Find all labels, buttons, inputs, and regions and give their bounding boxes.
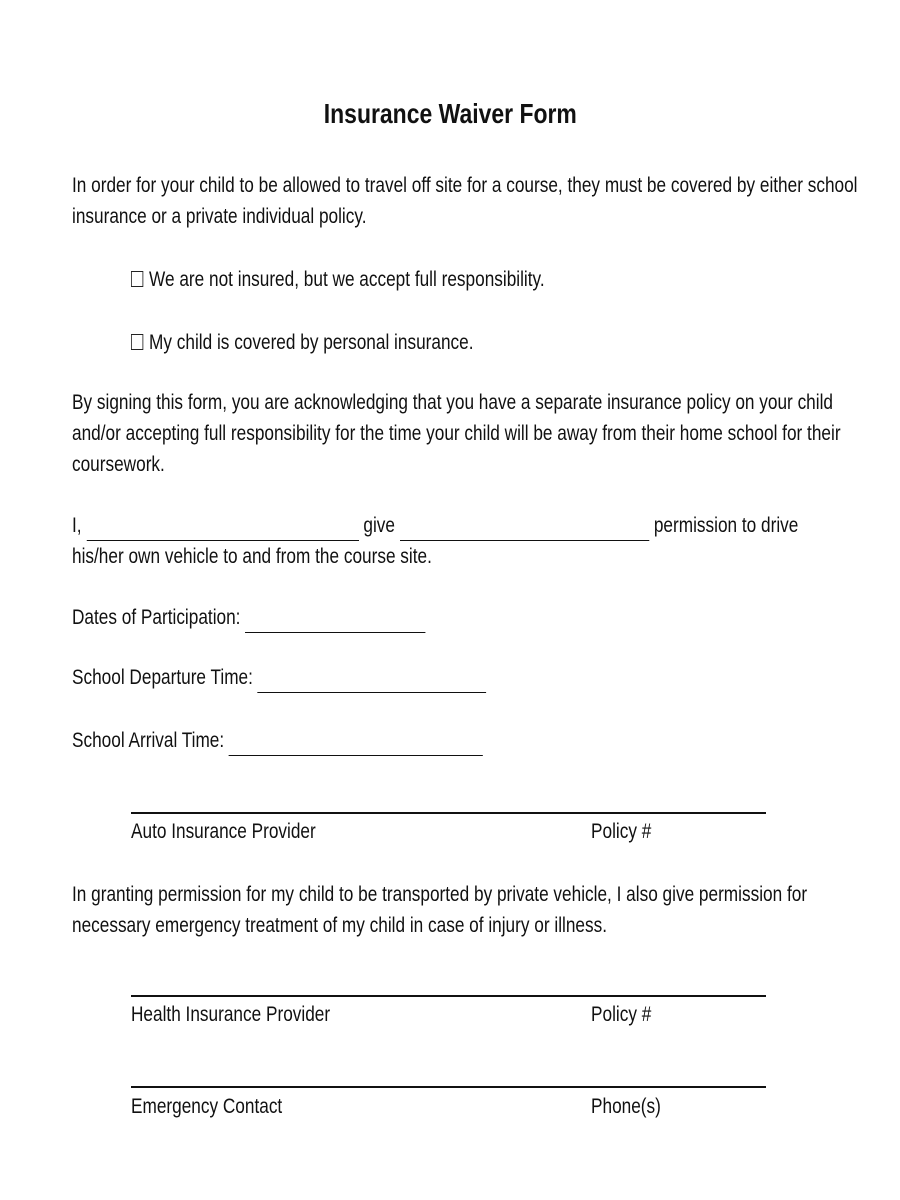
acknowledge-line-3: coursework. [72,453,165,476]
school-arrival-time-field[interactable] [229,735,483,756]
permission-line-2: his/her own vehicle to and from the course site. [72,545,432,568]
health-insurance-signature-line[interactable] [131,995,766,997]
checkbox-not-insured[interactable] [131,271,143,287]
acknowledge-line-2: and/or accepting full responsibility for the time your child will be away from their home school for their [72,422,841,445]
parent-name-field[interactable] [86,520,358,541]
dates-of-participation-row: Dates of Participation: [72,602,503,633]
auto-insurance-signature-line[interactable] [131,812,766,814]
intro-line-2: insurance or a private individual policy. [72,205,367,228]
acknowledge-line-1: By signing this form, you are acknowledging that you have a separate insurance policy on your child [72,391,833,414]
permission-line-1: I, give permission to drive [72,510,900,541]
emergency-text-line-2: necessary emergency treatment of my child in case of injury or illness. [72,914,607,937]
emergency-contact-signature-line[interactable] [131,1086,766,1088]
emergency-contact-label: Emergency Contact [131,1095,283,1118]
auto-policy-label: Policy # [591,820,652,843]
emergency-text-line-1: In granting permission for my child to be transported by private vehicle, I also give permission for [72,883,808,906]
dates-of-participation-field[interactable] [245,612,425,633]
school-departure-time-field[interactable] [258,672,487,693]
checkbox-personal-insurance[interactable] [131,334,143,350]
school-arrival-time-row: School Arrival Time: [72,725,573,756]
intro-line-1: In order for your child to be allowed to travel off site for a course, they must be covered by either school [72,174,858,197]
phone-label: Phone(s) [591,1095,661,1118]
form-title: Insurance Waiver Form [323,98,577,129]
option-personal-insurance[interactable]: My child is covered by personal insurance. [131,327,549,358]
health-insurance-provider-label: Health Insurance Provider [131,1003,331,1026]
health-policy-label: Policy # [591,1003,652,1026]
option-not-insured[interactable]: We are not insured, but we accept full responsibility. [131,264,635,295]
school-departure-time-row: School Departure Time: [72,662,577,693]
auto-insurance-provider-label: Auto Insurance Provider [131,820,316,843]
child-name-field[interactable] [400,520,649,541]
